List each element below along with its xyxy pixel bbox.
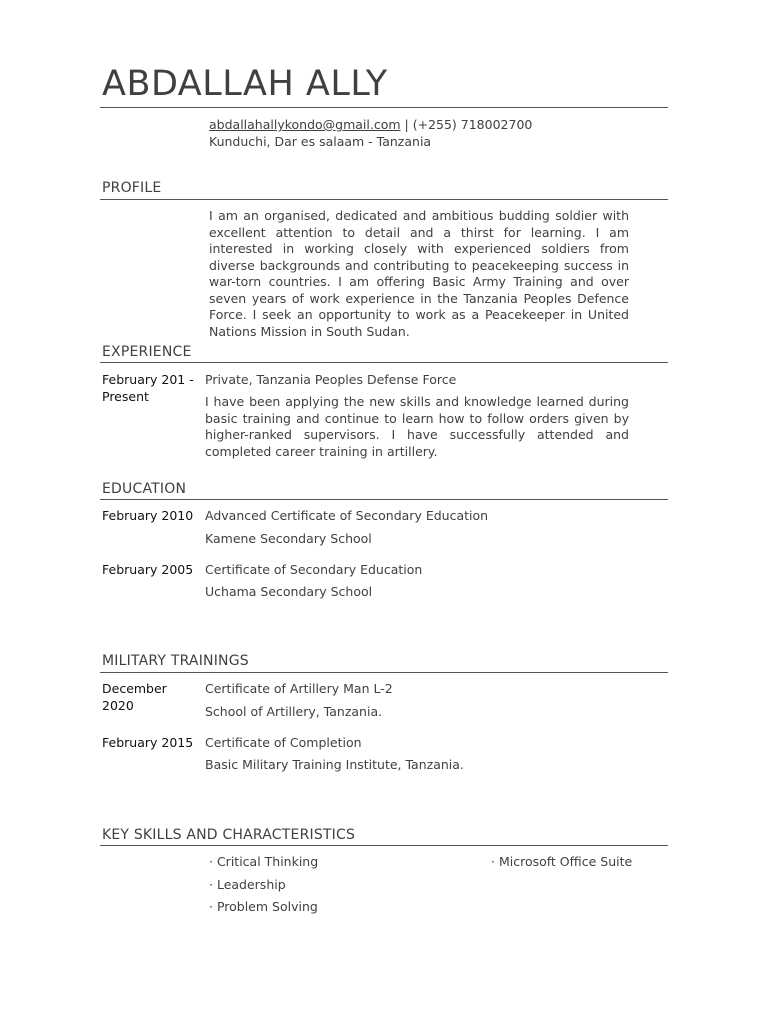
section-divider-military-trainings: [100, 672, 668, 673]
skill-item: · Critical Thinking: [209, 854, 319, 869]
experience-role: Private, Tanzania Peoples Defense Force: [205, 372, 457, 387]
skill-item: · Leadership: [209, 877, 286, 892]
experience-date-end: Present: [102, 388, 149, 404]
contact-line: [209, 117, 532, 134]
profile-summary: I am an organised, dedicated and ambitious budding soldier with excellent attention to detail and a thirst for learning. I am interested in working closely with experienced soldiers from diverse backgrounds and contributing to peacekeeping success in war-torn countries. I am offering Basic Army Training and over seven years of work experience in the Tanzania Peoples Defence Force. I seek an opportunity to work as a Peacekeeper in United Nations Mission in South Sudan.: [209, 208, 629, 339]
training-institution: Basic Military Training Institute, Tanzania.: [205, 757, 464, 772]
training-qualification: Certificate of Completion: [205, 735, 362, 750]
section-divider-experience: [100, 362, 668, 363]
skill-item: · Microsoft Office Suite: [491, 854, 633, 869]
section-title-military-trainings: MILITARY TRAININGS: [102, 653, 249, 669]
section-title-profile: PROFILE: [102, 180, 162, 196]
education-date: February 2010: [102, 508, 194, 523]
experience-description: I have been applying the new skills and knowledge learned during basic training and continue to learn how to follow orders given by higher-ranked supervisors. I have successfully attended and completed career training in artillery.: [205, 394, 629, 459]
section-divider-education: [100, 499, 668, 500]
section-divider-key-skills: [100, 845, 668, 846]
address-text: Kunduchi, Dar es salaam - Tanzania: [209, 133, 432, 149]
training-qualification: Certificate of Artillery Man L-2: [205, 681, 393, 696]
contact-block: [209, 117, 532, 150]
section-title-key-skills: KEY SKILLS AND CHARACTERISTICS: [102, 827, 356, 843]
phone-text: | (+255) 718002700: [400, 117, 533, 132]
education-qualification: Advanced Certificate of Secondary Education: [205, 508, 489, 523]
training-institution: School of Artillery, Tanzania.: [205, 704, 383, 719]
education-institution: Kamene Secondary School: [205, 531, 372, 546]
training-date: February 2015: [102, 735, 194, 750]
experience-date: [102, 372, 202, 405]
email-link[interactable]: abdallahallykondo@gmail.com: [209, 117, 401, 132]
education-date: February 2005: [102, 562, 194, 577]
section-title-experience: EXPERIENCE: [102, 344, 192, 360]
experience-date-start: February 201 -: [102, 372, 194, 387]
header-divider: [100, 107, 668, 108]
skill-item: · Problem Solving: [209, 899, 318, 914]
section-divider-profile: [100, 199, 668, 200]
candidate-name: ABDALLAH ALLY: [102, 64, 388, 104]
training-date: December 2020: [102, 681, 167, 713]
education-institution: Uchama Secondary School: [205, 584, 373, 599]
section-title-education: EDUCATION: [102, 481, 187, 497]
education-qualification: Certificate of Secondary Education: [205, 562, 423, 577]
